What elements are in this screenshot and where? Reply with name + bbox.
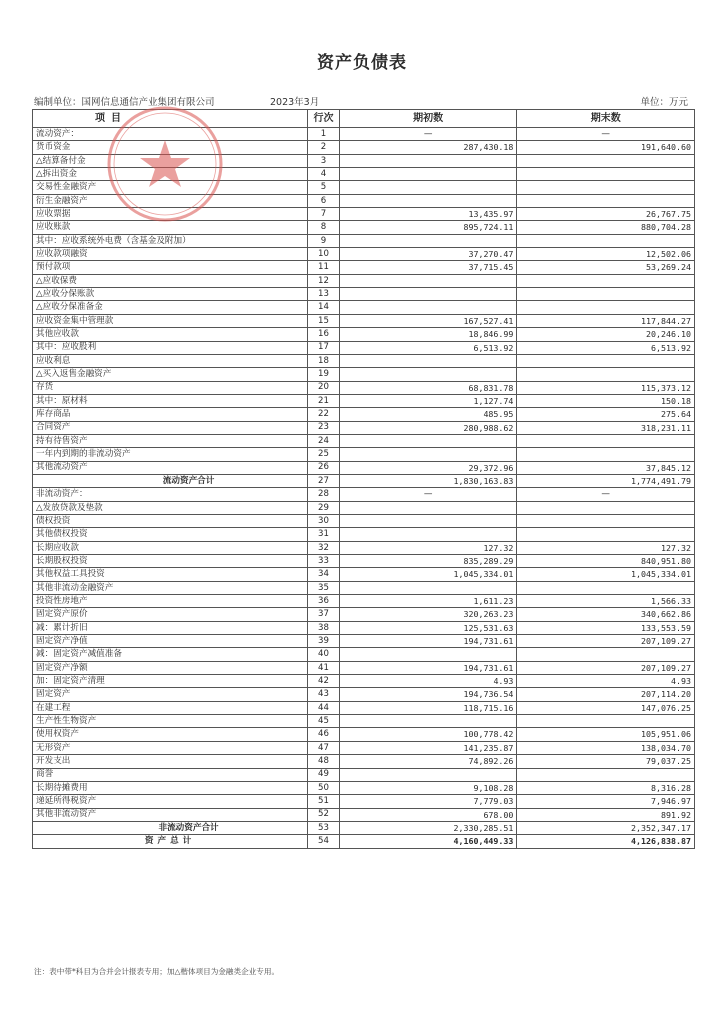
table-row [33,808,695,821]
table-row [33,568,695,581]
row-item-label: 减：累计折旧 [33,621,308,634]
row-line-number: 32 [308,541,340,554]
row-ending-balance [517,514,695,527]
row-ending-balance: 7,946.97 [517,795,695,808]
row-item-label: 衍生金融资产 [33,194,308,207]
row-line-number: 30 [308,514,340,527]
table-row [33,274,695,287]
row-item-label: 存货 [33,381,308,394]
row-item-label: 长期股权投资 [33,555,308,568]
row-item-label: 其他债权投资 [33,528,308,541]
total-row [33,835,695,848]
row-ending-balance: 6,513.92 [517,341,695,354]
table-row [33,608,695,621]
row-ending-balance: 207,114.20 [517,688,695,701]
row-line-number: 28 [308,488,340,501]
table-row [33,181,695,194]
row-item-label: 持有待售资产 [33,434,308,447]
row-line-number: 26 [308,461,340,474]
row-beginning-balance: 125,531.63 [339,621,517,634]
row-beginning-balance: 485.95 [339,408,517,421]
row-item-label: 流动资产合计 [33,474,308,487]
row-ending-balance: 147,076.25 [517,701,695,714]
row-line-number: 7 [308,208,340,221]
row-ending-balance: 4,126,838.87 [517,835,695,848]
row-line-number: 23 [308,421,340,434]
row-ending-balance: 12,502.06 [517,248,695,261]
row-beginning-balance: 194,731.61 [339,661,517,674]
row-beginning-balance: 280,988.62 [339,421,517,434]
table-row [33,541,695,554]
table-row [33,288,695,301]
row-beginning-balance: 6,513.92 [339,341,517,354]
row-beginning-balance: 13,435.97 [339,208,517,221]
table-row [33,221,695,234]
row-ending-balance: 150.18 [517,394,695,407]
row-beginning-balance: 1,045,334.01 [339,568,517,581]
row-item-label: 生产性生物资产 [33,715,308,728]
row-line-number: 11 [308,261,340,274]
row-item-label: 一年内到期的非流动资产 [33,448,308,461]
row-ending-balance [517,715,695,728]
table-row [33,154,695,167]
row-ending-balance: 105,951.06 [517,728,695,741]
row-line-number: 34 [308,568,340,581]
row-line-number: 49 [308,768,340,781]
row-ending-balance [517,581,695,594]
table-body [33,128,695,849]
table-row [33,234,695,247]
row-ending-balance: 127.32 [517,541,695,554]
row-item-label: 减：固定资产减值准备 [33,648,308,661]
row-item-label: △买入返售金融资产 [33,368,308,381]
row-line-number: 29 [308,501,340,514]
row-item-label: △发放贷款及垫款 [33,501,308,514]
row-item-label: 其他流动资产 [33,461,308,474]
row-beginning-balance [339,501,517,514]
row-ending-balance: — [517,488,695,501]
row-item-label: 交易性金融资产 [33,181,308,194]
row-beginning-balance: 37,270.47 [339,248,517,261]
row-item-label: 其他非流动金融资产 [33,581,308,594]
row-item-label: 其中：原材料 [33,394,308,407]
table-row [33,341,695,354]
row-line-number: 44 [308,701,340,714]
row-beginning-balance [339,234,517,247]
table-row [33,635,695,648]
row-line-number: 45 [308,715,340,728]
balance-sheet-table [32,109,695,849]
row-ending-balance [517,181,695,194]
row-item-label: △拆出资金 [33,168,308,181]
row-beginning-balance [339,514,517,527]
row-ending-balance [517,234,695,247]
table-row [33,194,695,207]
column-header-ending-balance: 期末数 [517,110,695,128]
column-header-line-no: 行次 [308,110,340,128]
table-row [33,488,695,501]
row-ending-balance: — [517,128,695,141]
row-beginning-balance [339,274,517,287]
row-line-number: 27 [308,474,340,487]
row-item-label: 非流动资产： [33,488,308,501]
table-row [33,328,695,341]
row-line-number: 1 [308,128,340,141]
row-item-label: 加：固定资产清理 [33,675,308,688]
row-ending-balance: 138,034.70 [517,741,695,754]
table-row [33,301,695,314]
row-item-label: 库存商品 [33,408,308,421]
row-beginning-balance: 167,527.41 [339,314,517,327]
row-line-number: 17 [308,341,340,354]
reporting-entity: 编制单位：国网信息通信产业集团有限公司 [34,97,215,108]
table-row [33,528,695,541]
row-item-label: 其他应收款 [33,328,308,341]
row-item-label: 开发支出 [33,755,308,768]
row-line-number: 9 [308,234,340,247]
row-beginning-balance [339,448,517,461]
row-line-number: 53 [308,821,340,834]
table-row [33,128,695,141]
row-ending-balance [517,154,695,167]
row-line-number: 54 [308,835,340,848]
column-header-beginning-balance: 期初数 [339,110,517,128]
row-item-label: 其中：应收股利 [33,341,308,354]
row-item-label: 投资性房地产 [33,595,308,608]
row-line-number: 47 [308,741,340,754]
row-beginning-balance: 194,731.61 [339,635,517,648]
row-item-label: 资产总计 [33,835,308,848]
row-line-number: 41 [308,661,340,674]
table-row [33,368,695,381]
column-header-item: 项目 [33,110,308,128]
row-beginning-balance [339,528,517,541]
row-ending-balance: 1,045,334.01 [517,568,695,581]
table-row [33,434,695,447]
row-line-number: 13 [308,288,340,301]
row-item-label: 其中：应收系统外电费（含基金及附加） [33,234,308,247]
row-ending-balance [517,448,695,461]
row-ending-balance: 340,662.86 [517,608,695,621]
row-line-number: 42 [308,675,340,688]
row-line-number: 46 [308,728,340,741]
table-row [33,621,695,634]
row-ending-balance: 275.64 [517,408,695,421]
row-beginning-balance: 68,831.78 [339,381,517,394]
row-line-number: 52 [308,808,340,821]
row-beginning-balance: 194,736.54 [339,688,517,701]
table-row [33,661,695,674]
row-line-number: 14 [308,301,340,314]
row-beginning-balance: 127.32 [339,541,517,554]
row-line-number: 15 [308,314,340,327]
row-item-label: 应收票据 [33,208,308,221]
row-line-number: 38 [308,621,340,634]
row-line-number: 21 [308,394,340,407]
table-row [33,701,695,714]
row-item-label: 固定资产净额 [33,661,308,674]
table-row [33,728,695,741]
row-item-label: 应收利息 [33,354,308,367]
row-ending-balance [517,648,695,661]
row-ending-balance [517,768,695,781]
row-line-number: 10 [308,248,340,261]
row-beginning-balance: 835,289.29 [339,555,517,568]
row-beginning-balance: 1,127.74 [339,394,517,407]
row-item-label: 固定资产净值 [33,635,308,648]
table-row [33,514,695,527]
row-item-label: 应收账款 [33,221,308,234]
row-ending-balance [517,434,695,447]
row-item-label: 应收款项融资 [33,248,308,261]
row-beginning-balance: 2,330,285.51 [339,821,517,834]
report-meta [34,94,692,108]
row-beginning-balance [339,154,517,167]
row-item-label: 使用权资产 [33,728,308,741]
table-row [33,688,695,701]
table-row [33,768,695,781]
row-beginning-balance [339,194,517,207]
row-beginning-balance: 287,430.18 [339,141,517,154]
footnote: 注：表中带*科目为合并会计报表专用；加△楷体项目为金融类企业专用。 [34,967,280,976]
row-item-label: 流动资产： [33,128,308,141]
row-beginning-balance [339,581,517,594]
row-ending-balance: 1,774,491.79 [517,474,695,487]
row-beginning-balance [339,368,517,381]
row-line-number: 33 [308,555,340,568]
row-line-number: 31 [308,528,340,541]
row-item-label: 长期待摊费用 [33,781,308,794]
row-beginning-balance: 678.00 [339,808,517,821]
row-ending-balance: 207,109.27 [517,635,695,648]
table-row [33,501,695,514]
row-ending-balance: 891.92 [517,808,695,821]
row-ending-balance [517,528,695,541]
table-row [33,648,695,661]
row-item-label: 预付款项 [33,261,308,274]
row-ending-balance: 117,844.27 [517,314,695,327]
row-beginning-balance: 18,846.99 [339,328,517,341]
row-item-label: 货币资金 [33,141,308,154]
row-item-label: 长期应收款 [33,541,308,554]
row-beginning-balance: 1,611.23 [339,595,517,608]
table-row [33,795,695,808]
row-line-number: 4 [308,168,340,181]
row-item-label: △应收分保账款 [33,288,308,301]
table-row [33,741,695,754]
table-row [33,461,695,474]
table-row [33,555,695,568]
row-item-label: 合同资产 [33,421,308,434]
table-row [33,141,695,154]
row-beginning-balance: 141,235.87 [339,741,517,754]
table-row [33,675,695,688]
row-ending-balance: 4.93 [517,675,695,688]
row-line-number: 24 [308,434,340,447]
table-row [33,715,695,728]
row-line-number: 18 [308,354,340,367]
row-beginning-balance: — [339,128,517,141]
row-line-number: 2 [308,141,340,154]
row-item-label: △应收分保准备金 [33,301,308,314]
row-beginning-balance: 100,778.42 [339,728,517,741]
table-row [33,581,695,594]
row-line-number: 6 [308,194,340,207]
row-ending-balance: 191,640.60 [517,141,695,154]
row-line-number: 5 [308,181,340,194]
row-item-label: 固定资产 [33,688,308,701]
row-item-label: 在建工程 [33,701,308,714]
row-ending-balance [517,354,695,367]
row-line-number: 50 [308,781,340,794]
row-beginning-balance [339,354,517,367]
row-beginning-balance [339,181,517,194]
row-beginning-balance: 1,830,163.83 [339,474,517,487]
table-row [33,755,695,768]
table-row [33,208,695,221]
row-beginning-balance [339,434,517,447]
row-ending-balance [517,288,695,301]
currency-unit: 单位：万元 [640,97,688,108]
row-beginning-balance: 4.93 [339,675,517,688]
row-item-label: △结算备付金 [33,154,308,167]
row-beginning-balance [339,301,517,314]
row-beginning-balance: — [339,488,517,501]
row-line-number: 36 [308,595,340,608]
row-beginning-balance [339,648,517,661]
row-ending-balance [517,301,695,314]
table-row [33,408,695,421]
row-line-number: 3 [308,154,340,167]
row-beginning-balance: 9,108.28 [339,781,517,794]
row-beginning-balance [339,715,517,728]
table-row [33,168,695,181]
table-row [33,248,695,261]
row-line-number: 40 [308,648,340,661]
row-ending-balance: 1,566.33 [517,595,695,608]
table-row [33,781,695,794]
page-title: 资产负债表 [317,53,407,73]
row-ending-balance: 840,951.80 [517,555,695,568]
table-row [33,261,695,274]
row-line-number: 43 [308,688,340,701]
row-ending-balance: 115,373.12 [517,381,695,394]
row-line-number: 8 [308,221,340,234]
row-beginning-balance [339,768,517,781]
row-ending-balance: 207,109.27 [517,661,695,674]
row-ending-balance: 26,767.75 [517,208,695,221]
row-beginning-balance: 29,372.96 [339,461,517,474]
row-line-number: 51 [308,795,340,808]
row-line-number: 39 [308,635,340,648]
row-beginning-balance: 7,779.03 [339,795,517,808]
report-period: 2023年3月 [270,97,320,108]
row-line-number: 12 [308,274,340,287]
table-row [33,394,695,407]
table-row [33,354,695,367]
row-line-number: 37 [308,608,340,621]
row-item-label: 商誉 [33,768,308,781]
row-ending-balance [517,168,695,181]
row-ending-balance: 318,231.11 [517,421,695,434]
row-item-label: 应收资金集中管理款 [33,314,308,327]
row-beginning-balance: 118,715.16 [339,701,517,714]
row-item-label: 无形资产 [33,741,308,754]
table-header-row [33,110,695,128]
row-ending-balance: 79,037.25 [517,755,695,768]
row-beginning-balance: 37,715.45 [339,261,517,274]
row-ending-balance: 133,553.59 [517,621,695,634]
row-ending-balance [517,194,695,207]
row-ending-balance: 53,269.24 [517,261,695,274]
row-ending-balance: 8,316.28 [517,781,695,794]
row-beginning-balance: 74,892.26 [339,755,517,768]
row-beginning-balance [339,288,517,301]
row-line-number: 19 [308,368,340,381]
row-ending-balance: 37,845.12 [517,461,695,474]
row-item-label: 递延所得税资产 [33,795,308,808]
row-line-number: 16 [308,328,340,341]
row-ending-balance: 880,704.28 [517,221,695,234]
subtotal-row [33,474,695,487]
row-item-label: 固定资产原价 [33,608,308,621]
row-item-label: 债权投资 [33,514,308,527]
row-line-number: 35 [308,581,340,594]
row-item-label: 其他非流动资产 [33,808,308,821]
table-row [33,448,695,461]
row-line-number: 20 [308,381,340,394]
row-item-label: 其他权益工具投资 [33,568,308,581]
table-row [33,595,695,608]
row-ending-balance [517,274,695,287]
row-beginning-balance: 895,724.11 [339,221,517,234]
table-row [33,421,695,434]
row-beginning-balance: 4,160,449.33 [339,835,517,848]
row-beginning-balance [339,168,517,181]
row-item-label: 非流动资产合计 [33,821,308,834]
row-line-number: 48 [308,755,340,768]
row-ending-balance [517,368,695,381]
row-line-number: 22 [308,408,340,421]
row-item-label: △应收保费 [33,274,308,287]
row-line-number: 25 [308,448,340,461]
table-row [33,314,695,327]
row-beginning-balance: 320,263.23 [339,608,517,621]
row-ending-balance: 2,352,347.17 [517,821,695,834]
row-ending-balance [517,501,695,514]
subtotal-row [33,821,695,834]
table-row [33,381,695,394]
row-ending-balance: 20,246.10 [517,328,695,341]
